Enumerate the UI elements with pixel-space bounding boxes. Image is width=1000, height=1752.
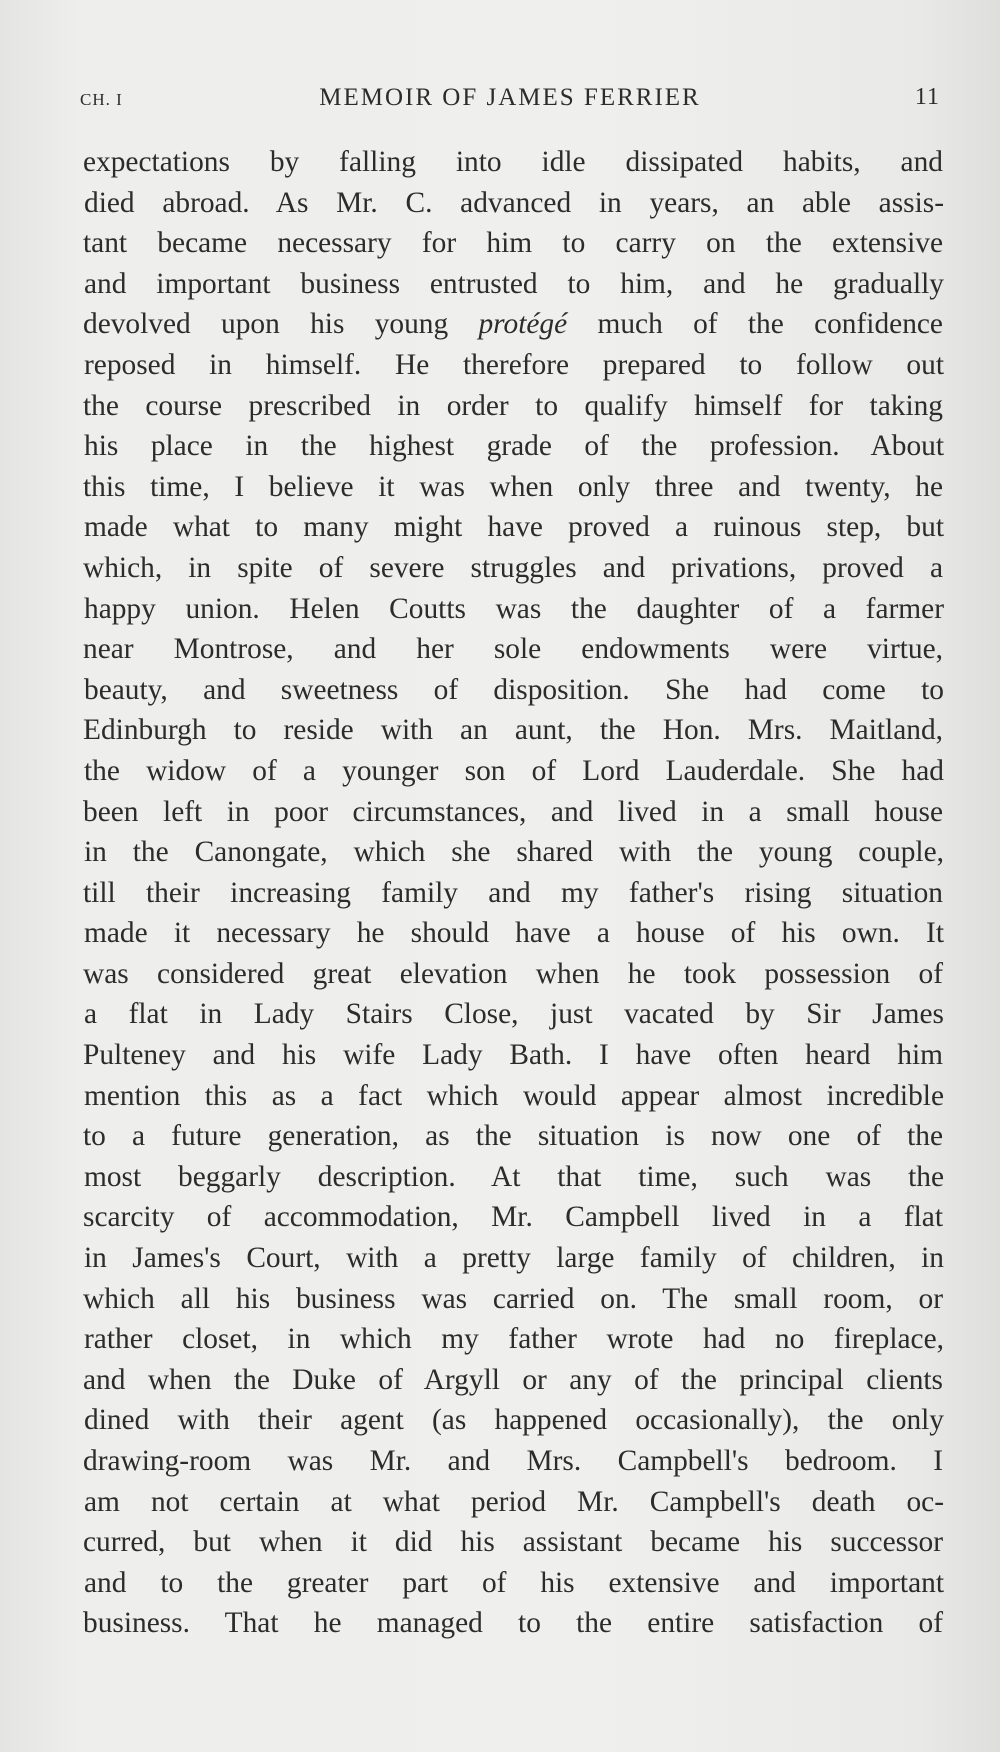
text-line: am not certain at what period Mr. Campbell's death oc-	[84, 1485, 944, 1518]
text-line: the widow of a younger son of Lord Lauderdale. She had	[84, 754, 944, 787]
text-line: made what to many might have proved a ruinous step, but	[84, 511, 944, 544]
chapter-label: CH. I	[80, 90, 123, 109]
running-header	[80, 84, 940, 114]
text-segment: much of the confidence	[567, 308, 943, 341]
text-line: which all his business was carried on. The small room, or	[83, 1282, 943, 1315]
text-segment: devolved upon his young	[83, 308, 479, 341]
text-line: most beggarly description. At that time, such was the	[84, 1160, 944, 1193]
text-line: and to the greater part of his extensive and important	[84, 1566, 944, 1599]
text-line: his place in the highest grade of the profession. About	[84, 430, 944, 463]
text-line: mention this as a fact which would appear almost incredible	[84, 1079, 944, 1112]
text-line: and important business entrusted to him, and he gradually	[84, 267, 944, 300]
text-line: in the Canongate, which she shared with the young couple,	[84, 836, 944, 869]
text-line: reposed in himself. He therefore prepared to follow out	[84, 348, 944, 381]
text-line: happy union. Helen Coutts was the daughter of a farmer	[84, 592, 944, 625]
text-line: dined with their agent (as happened occasionally), the only	[84, 1404, 944, 1437]
text-line: which, in spite of severe struggles and privations, proved a	[83, 551, 943, 584]
body-text	[84, 142, 944, 1644]
text-line: and when the Duke of Argyll or any of the principal clients	[83, 1363, 943, 1396]
text-line: the course prescribed in order to qualify himself for taking	[83, 389, 943, 422]
page-number: 11	[914, 84, 940, 110]
text-line: beauty, and sweetness of disposition. She had come to	[84, 673, 944, 706]
text-line: rather closet, in which my father wrote had no fireplace,	[84, 1323, 944, 1356]
text-line: died abroad. As Mr. C. advanced in years, an able assis-	[84, 186, 944, 219]
text-line: been left in poor circumstances, and lived in a small house	[83, 795, 943, 828]
text-line	[83, 304, 943, 345]
text-line: was considered great elevation when he took possession of	[83, 957, 943, 990]
text-line: Edinburgh to reside with an aunt, the Hon. Mrs. Maitland,	[83, 714, 943, 747]
text-line: expectations by falling into idle dissipated habits, and	[83, 146, 943, 178]
text-line: a flat in Lady Stairs Close, just vacated by Sir James	[84, 998, 944, 1031]
text-line: curred, but when it did his assistant became his successor	[83, 1526, 943, 1559]
text-line: till their increasing family and my father's rising situation	[83, 876, 943, 909]
running-title: MEMOIR OF JAMES FERRIER	[319, 84, 701, 111]
text-line: in James's Court, with a pretty large family of children, in	[84, 1242, 944, 1275]
text-line: Pulteney and his wife Lady Bath. I have often heard him	[83, 1039, 943, 1072]
italic-word: protégé	[478, 308, 568, 341]
text-line: drawing-room was Mr. and Mrs. Campbell's bedroom. I	[83, 1445, 943, 1477]
text-line: scarcity of accommodation, Mr. Campbell lived in a flat	[83, 1201, 943, 1234]
text-line: tant became necessary for him to carry on the extensive	[83, 227, 943, 260]
text-line: made it necessary he should have a house of his own. It	[84, 917, 944, 950]
text-line: to a future generation, as the situation is now one of the	[83, 1120, 943, 1153]
text-line: business. That he managed to the entire satisfaction of	[83, 1607, 943, 1640]
text-line: near Montrose, and her sole endowments were virtue,	[83, 633, 943, 666]
text-line: this time, I believe it was when only three and twenty, he	[83, 470, 943, 503]
